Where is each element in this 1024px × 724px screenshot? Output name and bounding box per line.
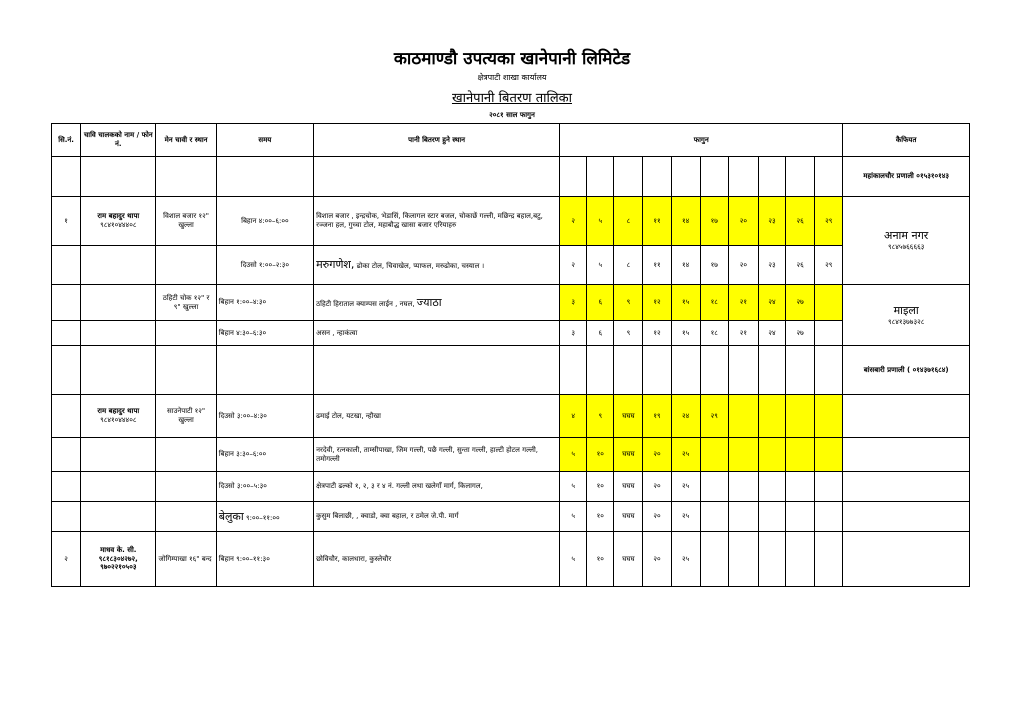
day-cell: १७ bbox=[700, 197, 728, 246]
day-cell: २५ bbox=[671, 502, 700, 532]
table-row bbox=[52, 285, 970, 321]
day-cell: १० bbox=[587, 438, 614, 472]
day-cell: २० bbox=[643, 438, 671, 472]
place-list bbox=[314, 285, 560, 321]
system-row-1 bbox=[52, 157, 970, 197]
main-valve: ठहिटी चोक १२" र ९" खुल्ला bbox=[156, 285, 216, 321]
remark-phone: ९८४१३७७३२८ bbox=[887, 317, 925, 326]
time-slot: दिउसो ३:००–५:३० bbox=[216, 472, 313, 502]
day-cell: ९ bbox=[587, 395, 614, 438]
day-cell: ९ bbox=[614, 285, 643, 321]
day-cell: २ bbox=[560, 197, 587, 246]
day-cell: २५ bbox=[671, 532, 700, 587]
table-row bbox=[52, 246, 970, 285]
day-cell: १८ bbox=[700, 285, 728, 321]
day-cell: ३ bbox=[560, 321, 587, 346]
day-cell: २९ bbox=[815, 197, 843, 246]
day-cell: ५ bbox=[560, 472, 587, 502]
day-cell: १० bbox=[587, 472, 614, 502]
operator-phone: ९८४१०४४४०८ bbox=[100, 221, 137, 229]
place-emphasis: मरुगणेश, bbox=[316, 258, 355, 272]
place-emphasis: ज्याठा bbox=[416, 295, 442, 309]
place-list: छोविचौर, कालधारा, कुस्लेचौर bbox=[314, 532, 560, 587]
time-slot: बिहान ३:३०–६:०० bbox=[216, 438, 313, 472]
time-slot bbox=[216, 502, 313, 532]
year-month: २०८१ साल फागुन bbox=[489, 111, 535, 119]
day-cell: ४ bbox=[560, 395, 587, 438]
header-sn: सि.नं. bbox=[52, 124, 81, 157]
day-cell: १४ bbox=[671, 197, 700, 246]
table-row bbox=[52, 197, 970, 246]
day-cell: १५ bbox=[671, 321, 700, 346]
header-row bbox=[52, 124, 970, 157]
day-cell: घघघ bbox=[614, 395, 643, 438]
day-cell: १० bbox=[587, 502, 614, 532]
main-valve: साउनेपाटी १२" खुल्ला bbox=[156, 395, 216, 438]
day-cell: ६ bbox=[587, 285, 614, 321]
day-cell: २६ bbox=[786, 197, 815, 246]
table-row bbox=[52, 321, 970, 346]
table-row bbox=[52, 532, 970, 587]
operator-phone: ९८१८३०४२७२, bbox=[98, 554, 138, 563]
remark-phone: ९८४५७६६६६३ bbox=[887, 243, 925, 251]
place-list: विशाल बजार , इन्द्रचोक, भेडासिं, किलागल स्टार बजल, चोकाछें गल्ली, मछिन्द्र बहाल,बटु, रञ्जना हल, गुच्चा टोल, महाबौद्ध खासा बजार एरियाहरु bbox=[314, 197, 560, 246]
day-cell: २१ bbox=[728, 285, 758, 321]
time-slot: बिहान ४:००–६:०० bbox=[216, 197, 313, 246]
system-2-label: बांसबारी प्रणाली ( ०१४३७१६८४) bbox=[843, 346, 970, 395]
day-cell: २४ bbox=[758, 285, 785, 321]
day-cell: १४ bbox=[671, 246, 700, 285]
day-cell: २० bbox=[728, 246, 758, 285]
system-row-2 bbox=[52, 346, 970, 395]
header-operator: चावि चालकको नाम / फोन नं. bbox=[81, 124, 156, 157]
day-cell: २३ bbox=[758, 246, 785, 285]
day-cell: २९ bbox=[700, 395, 728, 438]
time-slot: बिहान १:००–४:३० bbox=[216, 285, 313, 321]
day-cell: ५ bbox=[587, 197, 614, 246]
main-valve: विशाल बजार १२" खुल्ला bbox=[156, 197, 216, 246]
remark-name: माइला bbox=[893, 303, 919, 317]
place-list bbox=[314, 246, 560, 285]
table-row bbox=[52, 502, 970, 532]
place-list: कुसुम बिलाछी, , क्वाडो, क्वा बहाल, र ठमेल जे.पी. मार्ग bbox=[314, 502, 560, 532]
day-cell: ९ bbox=[614, 321, 643, 346]
place-list: नरदेवी, रत्नकाली, ताम्सीपाखा, जिम गल्ली, पछै गल्ली, सुन्ता गल्ली, हाल्टी होटल गल्ली, तमोगल्ली bbox=[314, 438, 560, 472]
day-cell: ५ bbox=[560, 502, 587, 532]
table-row bbox=[52, 472, 970, 502]
day-cell: २५ bbox=[671, 472, 700, 502]
header-remarks: कैफियत bbox=[843, 124, 970, 157]
time-slot: बिहान ४:३०–६:३० bbox=[216, 321, 313, 346]
day-cell: २ bbox=[560, 246, 587, 285]
day-cell: १५ bbox=[671, 285, 700, 321]
system-1-label: महांकालचौर प्रणाली ०१५३१०१४३ bbox=[843, 157, 970, 197]
header-main-valve: मेन चावी र स्थान bbox=[156, 124, 216, 157]
header-month: फागुन bbox=[560, 124, 843, 157]
place-list: क्षेत्रपाटी ढल्को १, २, ३ र ४ नं. गल्ली लथा खलेगाँ मार्ग, किलागल, bbox=[314, 472, 560, 502]
time-emphasis: बेलुका bbox=[218, 509, 244, 523]
day-cell: २५ bbox=[671, 438, 700, 472]
day-cell: २० bbox=[643, 472, 671, 502]
day-cell: घघघ bbox=[614, 472, 643, 502]
document-title: काठमाण्डौ उपत्यका खानेपानी लिमिटेड bbox=[393, 49, 631, 69]
day-cell: २१ bbox=[728, 321, 758, 346]
day-cell: ५ bbox=[560, 532, 587, 587]
day-cell: १२ bbox=[643, 321, 671, 346]
day-cell: घघघ bbox=[614, 502, 643, 532]
schedule-heading bbox=[0, 88, 1024, 106]
day-cell: ५ bbox=[560, 438, 587, 472]
time-slot: दिउसो १:००–२:३० bbox=[216, 246, 313, 285]
day-cell: २० bbox=[643, 532, 671, 587]
place-text: ठहिटी हिराताल क्याम्पस लाईन , नघल, bbox=[316, 299, 417, 308]
place-text: ढोका टोल, चिवाखेल, प्याफल, मरुढोका, चस्याल । bbox=[354, 262, 485, 271]
day-cell: २३ bbox=[758, 197, 785, 246]
day-cell: २७ bbox=[786, 321, 815, 346]
day-cell: १९ bbox=[643, 395, 671, 438]
table-row bbox=[52, 395, 970, 438]
day-cell: २७ bbox=[786, 285, 815, 321]
operator-phone: ९८४१०४४४०८ bbox=[100, 416, 137, 424]
day-cell: १२ bbox=[643, 285, 671, 321]
main-valve: जोगिम्पाखा १६" बन्द bbox=[156, 532, 216, 587]
header-time: समय bbox=[216, 124, 313, 157]
office-name: क्षेत्रपाटी शाखा कार्यालय bbox=[477, 73, 547, 82]
place-list: असन , न्हाकंत्वा bbox=[314, 321, 560, 346]
day-cell: ८ bbox=[614, 246, 643, 285]
day-cell: २४ bbox=[671, 395, 700, 438]
day-cell: १७ bbox=[700, 246, 728, 285]
day-cell: घघघ bbox=[614, 438, 643, 472]
place-list: ढमाई टोल, यटखा, न्हौखा bbox=[314, 395, 560, 438]
day-cell: १८ bbox=[700, 321, 728, 346]
day-cell: २४ bbox=[758, 321, 785, 346]
day-cell: ६ bbox=[587, 321, 614, 346]
day-cell: १० bbox=[587, 532, 614, 587]
table-row bbox=[52, 438, 970, 472]
distribution-table bbox=[51, 123, 970, 587]
row-sn: २ bbox=[52, 532, 81, 587]
remark-name: अनाम नगर bbox=[884, 229, 929, 243]
day-cell: ८ bbox=[614, 197, 643, 246]
day-cell: ५ bbox=[587, 246, 614, 285]
day-cell: २० bbox=[643, 502, 671, 532]
operator-name: राम बहादुर थापा bbox=[97, 212, 140, 221]
operator-name: राम बहादुर थापा bbox=[97, 407, 140, 416]
time-slot: बिहान ९:००–११:३० bbox=[216, 532, 313, 587]
day-cell: २६ bbox=[786, 246, 815, 285]
day-cell: २० bbox=[728, 197, 758, 246]
header-place: पानी बितरण हुने स्थान bbox=[314, 124, 560, 157]
day-cell: घघघ bbox=[614, 532, 643, 587]
time-slot: दिउसो ३:००–४:३० bbox=[216, 395, 313, 438]
day-cell: ३ bbox=[560, 285, 587, 321]
schedule-heading-text: खानेपानी बितरण तालिका bbox=[451, 91, 573, 106]
day-cell: ११ bbox=[643, 197, 671, 246]
day-cell: २९ bbox=[815, 246, 843, 285]
time-text: ९:००–११:०० bbox=[243, 513, 280, 522]
row-sn: १ bbox=[52, 197, 81, 246]
operator-name: माधव के. सी. bbox=[100, 545, 137, 554]
operator-phone-2: ९७०२२१०५०३ bbox=[100, 563, 137, 572]
day-cell: ११ bbox=[643, 246, 671, 285]
